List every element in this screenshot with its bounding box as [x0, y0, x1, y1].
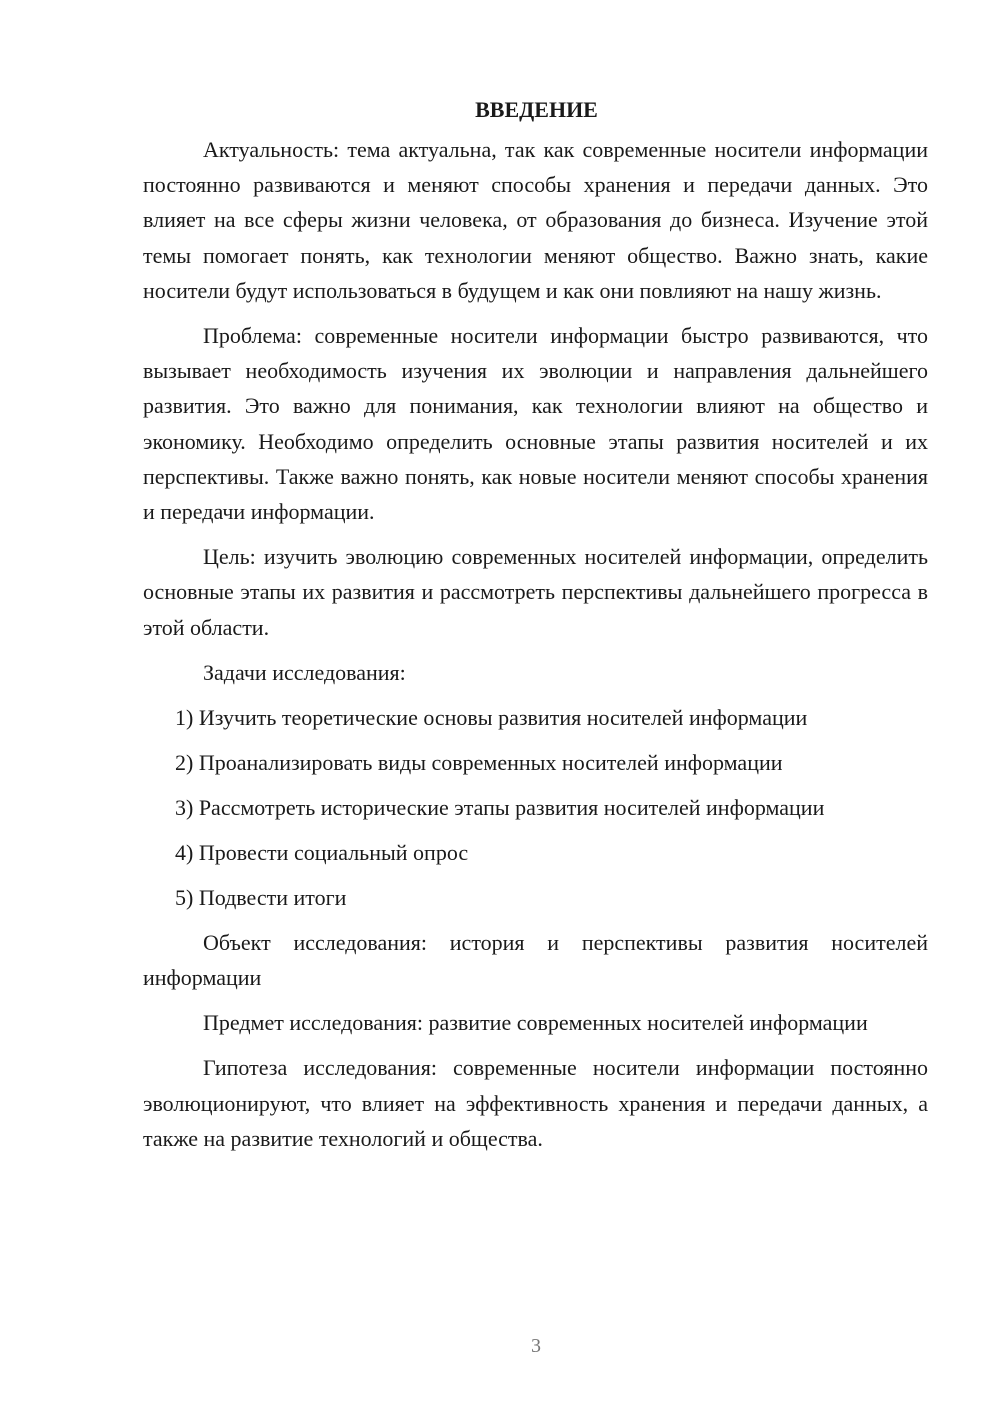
hypothesis-paragraph: Гипотеза исследования: современные носители информации постоянно эволюционируют, что влияет на эффективность хранения и передачи данных, а также на развитие технологий и общества.: [143, 1055, 928, 1151]
page-content: [143, 92, 928, 1166]
problem-paragraph: Проблема: современные носители информации быстро развиваются, что вызывает необходимость изучения их эволюции и направления дальнейшего развития. Это важно для понимания, как технологии влияют на общество и экономику. Необходимо определить основные этапы развития носителей и их перспективы. Также важно понять, как новые носители меняют способы хранения и передачи информации.: [143, 323, 928, 525]
task-item-2: 2) Проанализировать виды современных носителей информации: [175, 749, 783, 775]
task-item-5: 5) Подвести итоги: [175, 884, 347, 910]
task-item-4: 4) Провести социальный опрос: [175, 839, 469, 865]
object-paragraph: Объект исследования: история и перспективы развития носителей информации: [143, 929, 928, 991]
page-title: ВВЕДЕНИЕ: [475, 97, 598, 122]
task-list: [143, 700, 928, 915]
tasks-heading: Задачи исследования:: [203, 659, 406, 685]
task-item-3: 3) Рассмотреть исторические этапы развития носителей информации: [175, 794, 825, 820]
relevance-paragraph: Актуальность: тема актуальна, так как современные носители информации постоянно развиваются и меняют способы хранения и передачи данных. Это влияет на все сферы жизни человека, от образования до бизнеса. Изучение этой темы помогает понять, как технологии меняют общество. Важно знать, какие носители будут использоваться в будущем и как они повлияют на нашу жизнь.: [143, 137, 928, 303]
goal-paragraph: Цель: изучить эволюцию современных носителей информации, определить основные этапы их развития и рассмотреть перспективы дальнейшего прогресса в этой области.: [143, 544, 928, 640]
page-number: 3: [531, 1335, 541, 1357]
task-item-1: 1) Изучить теоретические основы развития носителей информации: [175, 704, 808, 730]
subject-paragraph: Предмет исследования: развитие современных носителей информации: [203, 1010, 868, 1036]
